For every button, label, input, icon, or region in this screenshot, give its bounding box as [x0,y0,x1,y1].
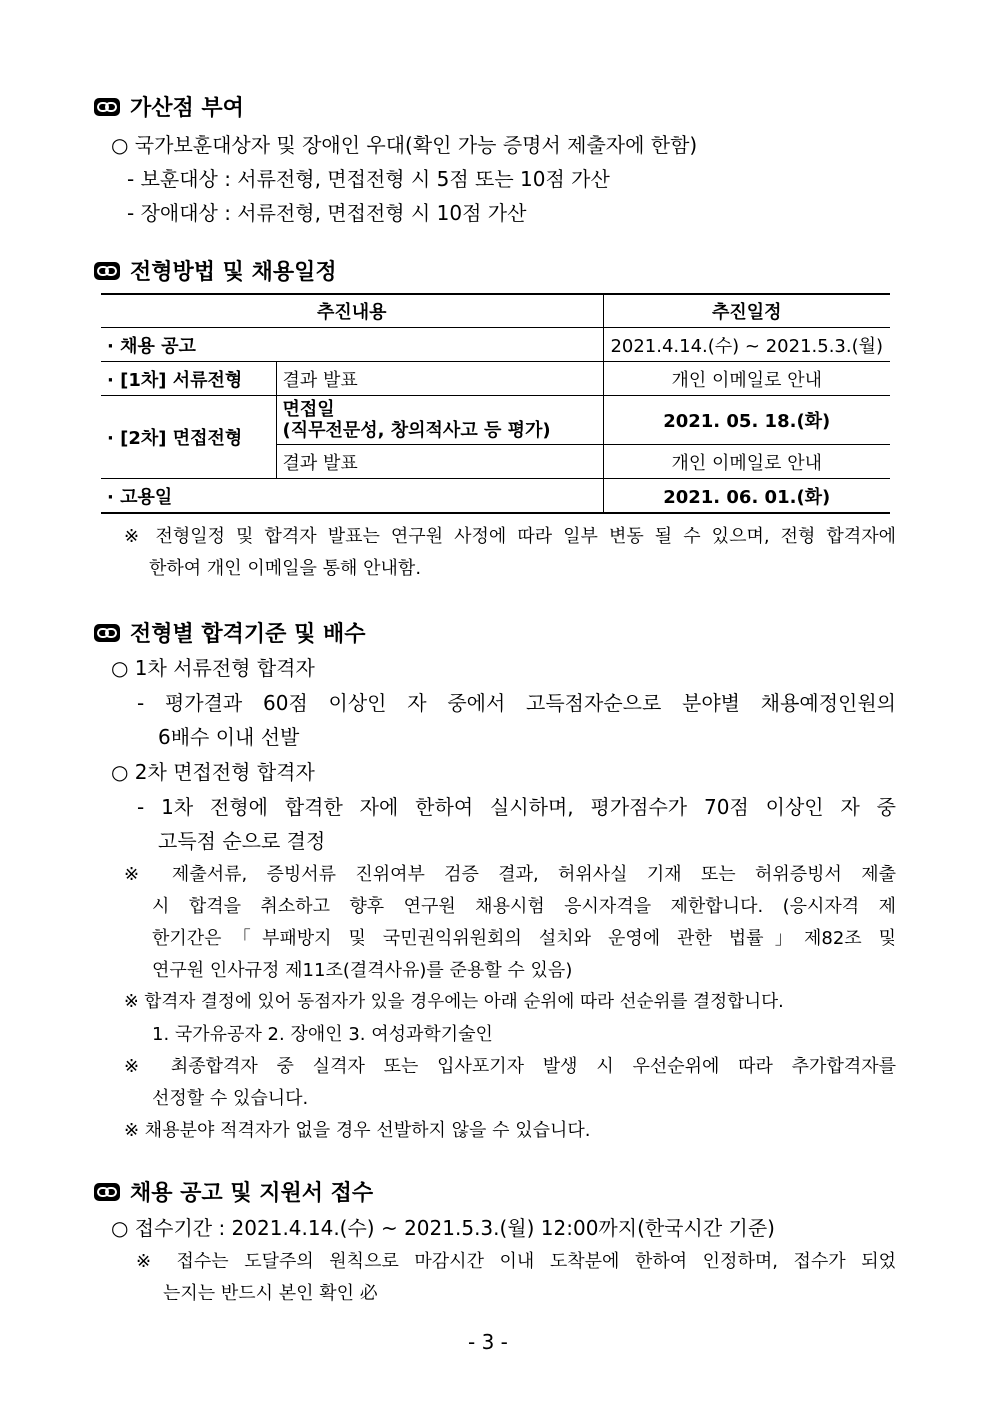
bullet: ○ 국가보훈대상자 및 장애인 우대(확인 가능 증명서 제출자에 한함) [111,133,698,157]
list-item: 6배수 이내 선발 [158,725,300,749]
table-row [101,396,890,445]
row-label: · 채용 공고 [101,328,603,362]
list-item: - 장애대상 : 서류전형, 면접전형 시 10점 가산 [127,201,527,225]
row-sub: 결과 발표 [276,362,603,396]
row-label: · [2차] 면접전형 [101,396,276,479]
sub-line: 면접일 [282,399,335,420]
bullet: ○ 1차 서류전형 합격자 [111,656,315,680]
link-icon [94,262,120,280]
table-row [101,362,890,396]
schedule-table [101,293,890,514]
note: 선정할 수 있습니다. [152,1088,309,1109]
list-item: - 평가결과 60점 이상인 자 중에서 고득점자순으로 분야별 채용예정인원의 [137,691,896,715]
note: 1. 국가유공자 2. 장애인 3. 여성과학기술인 [152,1024,493,1045]
bullet: ○ 접수기간 : 2021.4.14.(수) ~ 2021.5.3.(월) 12:00까지(한국시간 기준) [111,1216,775,1240]
note: ※ 접수는 도달주의 원칙으로 마감시간 이내 도착분에 한하여 인정하며, 접수가 되었 [136,1251,896,1272]
section-heading-bonus [94,91,244,122]
header-cell: 추진내용 [101,294,603,328]
row-date: 2021. 06. 01.(화) [603,479,890,514]
note: ※ 최종합격자 중 실격자 또는 입사포기자 발생 시 우선순위에 따라 추가합격자를 [124,1056,896,1077]
table-header-row [101,294,890,328]
section-heading-schedule [94,255,337,286]
list-item: - 보훈대상 : 서류전형, 면접전형 시 5점 또는 10점 가산 [127,167,610,191]
row-label: · [1차] 서류전형 [101,362,276,396]
row-date: 2021.4.14.(수) ~ 2021.5.3.(월) [603,328,890,362]
table-row [101,328,890,362]
row-sub: 결과 발표 [276,445,603,479]
table-row [101,479,890,514]
section-title: 전형방법 및 채용일정 [130,260,337,285]
section-title: 가산점 부여 [130,96,244,121]
row-label: · 고용일 [101,479,603,514]
note: 한기간은「부패방지 및 국민권익위원회의 설치와 운영에 관한 법률」제82조 및 [152,928,896,949]
link-icon [94,98,120,116]
row-date: 개인 이메일로 안내 [603,445,890,479]
row-date: 개인 이메일로 안내 [603,362,890,396]
sub-line: (직무전문성, 창의적사고 등 평가) [282,420,551,441]
link-icon [94,1183,120,1201]
section-title: 전형별 합격기준 및 배수 [130,622,366,647]
row-sub [276,396,603,445]
section-heading-application [94,1176,373,1207]
note: ※ 전형일정 및 합격자 발표는 연구원 사정에 따라 일부 변동 될 수 있으며, 전형 합격자에 [124,526,896,547]
section-title: 채용 공고 및 지원서 접수 [130,1181,374,1206]
note: 한하여 개인 이메일을 통해 안내함. [149,558,422,579]
note: 시 합격을 취소하고 향후 연구원 채용시험 응시자격을 제한합니다. (응시자격 제 [152,896,896,917]
bullet: ○ 2차 면접전형 합격자 [111,760,315,784]
section-heading-criteria [94,617,366,648]
row-date: 2021. 05. 18.(화) [603,396,890,445]
link-icon [94,624,120,642]
note: 는지는 반드시 본인 확인 必 [163,1283,378,1304]
list-item: - 1차 전형에 합격한 자에 한하여 실시하며, 평가점수가 70점 이상인 자 중 [137,795,896,819]
header-cell: 추진일정 [603,294,890,328]
page-number: - 3 - [468,1330,508,1354]
note: 연구원 인사규정 제11조(결격사유)를 준용할 수 있음) [152,960,573,981]
note: ※ 합격자 결정에 있어 동점자가 있을 경우에는 아래 순위에 따라 선순위를 결정합니다. [124,992,784,1012]
list-item: 고득점 순으로 결정 [158,829,326,853]
note: ※ 제출서류, 증빙서류 진위여부 검증 결과, 허위사실 기재 또는 허위증빙서 제출 [124,864,896,885]
note: ※ 채용분야 적격자가 없을 경우 선발하지 않을 수 있습니다. [124,1120,591,1141]
